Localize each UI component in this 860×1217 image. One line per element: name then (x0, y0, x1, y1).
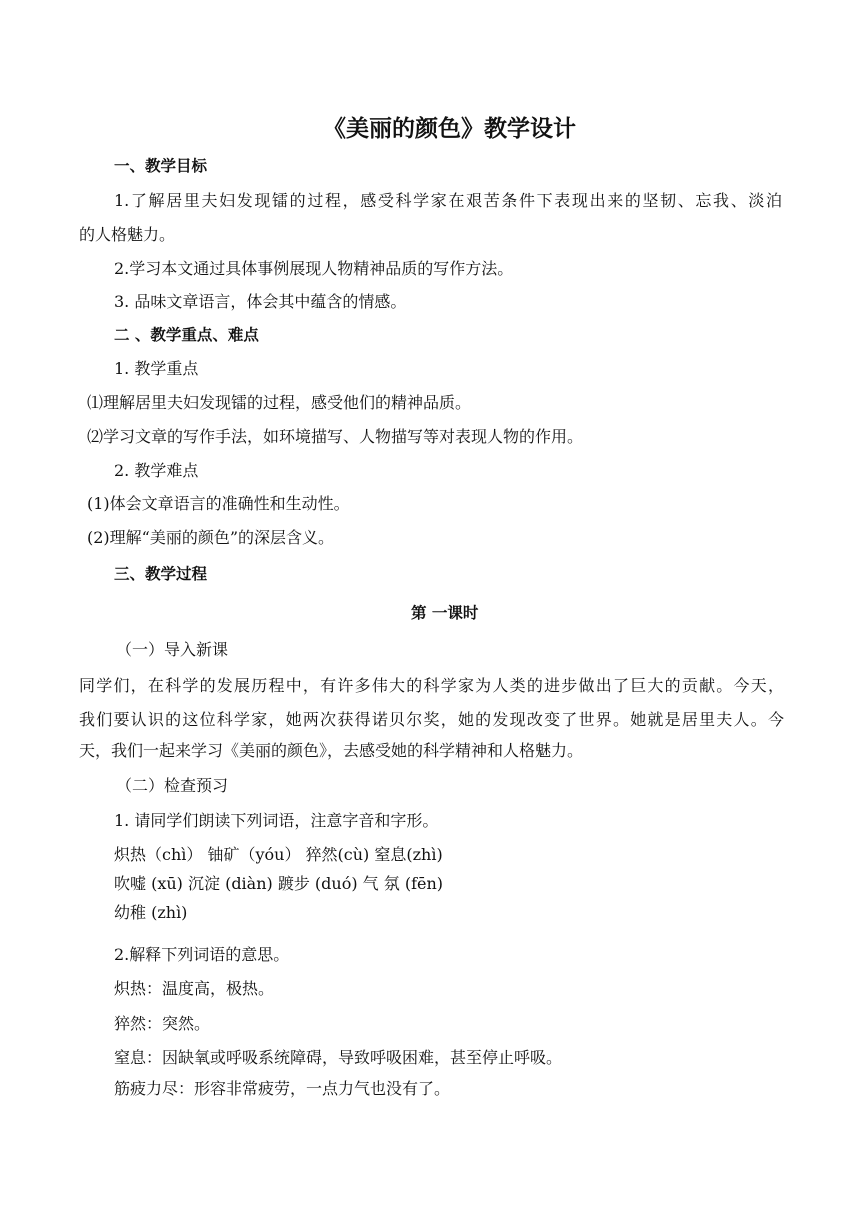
section-heading-objectives: 一、教学目标 (114, 157, 208, 175)
intro-line-2: 我们要认识的这位科学家，她两次获得诺贝尔奖，她的发现改变了世界。她就是居里夫人。今 (79, 710, 784, 729)
vocabulary-line-3: 幼稚 (zhì) (114, 903, 188, 922)
difficulty-item-2: (2)理解“美丽的颜色”的深层含义。 (87, 528, 335, 547)
lesson-title: 第 一课时 (411, 604, 479, 622)
read-instruction: 1. 请同学们朗读下列词语，注意字音和字形。 (114, 811, 439, 830)
objective-1-line-2: 的人格魅力。 (79, 225, 176, 244)
focus-subheading: 1. 教学重点 (114, 359, 199, 378)
part-2-heading: （二）检查预习 (116, 776, 229, 795)
section-heading-key-points: 二 、教学重点、难点 (114, 326, 259, 344)
part-1-heading: （一）导入新课 (116, 640, 229, 659)
vocabulary-line-1: 炽热（chì） 铀矿（yóu） 猝然(cù) 窒息(zhì) (114, 845, 443, 864)
difficulty-item-1: (1)体会文章语言的准确性和生动性。 (87, 494, 350, 513)
explain-instruction: 2.解释下列词语的意思。 (114, 945, 290, 964)
intro-line-3: 天，我们一起来学习《美丽的颜色》，去感受她的科学精神和人格魅力。 (79, 741, 584, 760)
section-heading-process: 三、教学过程 (114, 565, 208, 583)
document-title: 《美丽的颜色》教学设计 (323, 116, 576, 142)
focus-item-1: ⑴理解居里夫妇发现镭的过程，感受他们的精神品质。 (87, 393, 472, 412)
difficulty-subheading: 2. 教学难点 (114, 461, 199, 480)
definition-2: 猝然：突然。 (114, 1014, 211, 1033)
definition-1: 炽热：温度高，极热。 (114, 979, 275, 998)
definition-3: 窒息：因缺氧或呼吸系统障碍，导致呼吸困难，甚至停止呼吸。 (114, 1048, 563, 1067)
objective-3: 3. 品味文章语言，体会其中蕴含的情感。 (114, 292, 407, 311)
objective-2: 2.学习本文通过具体事例展现人物精神品质的写作方法。 (114, 259, 514, 278)
objective-1-line-1: 1.了解居里夫妇发现镭的过程，感受科学家在艰苦条件下表现出来的坚韧、忘我、淡泊 (114, 191, 782, 210)
focus-item-2: ⑵学习文章的写作手法，如环境描写、人物描写等对表现人物的作用。 (87, 427, 584, 446)
definition-4: 筋疲力尽：形容非常疲劳，一点力气也没有了。 (114, 1079, 451, 1098)
vocabulary-line-2: 吹嘘 (xū) 沉淀 (diàn) 踱步 (duó) 气 氛 (fēn) (114, 874, 444, 893)
intro-line-1: 同学们，在科学的发展历程中，有许多伟大的科学家为人类的进步做出了巨大的贡献。今天， (79, 676, 784, 695)
